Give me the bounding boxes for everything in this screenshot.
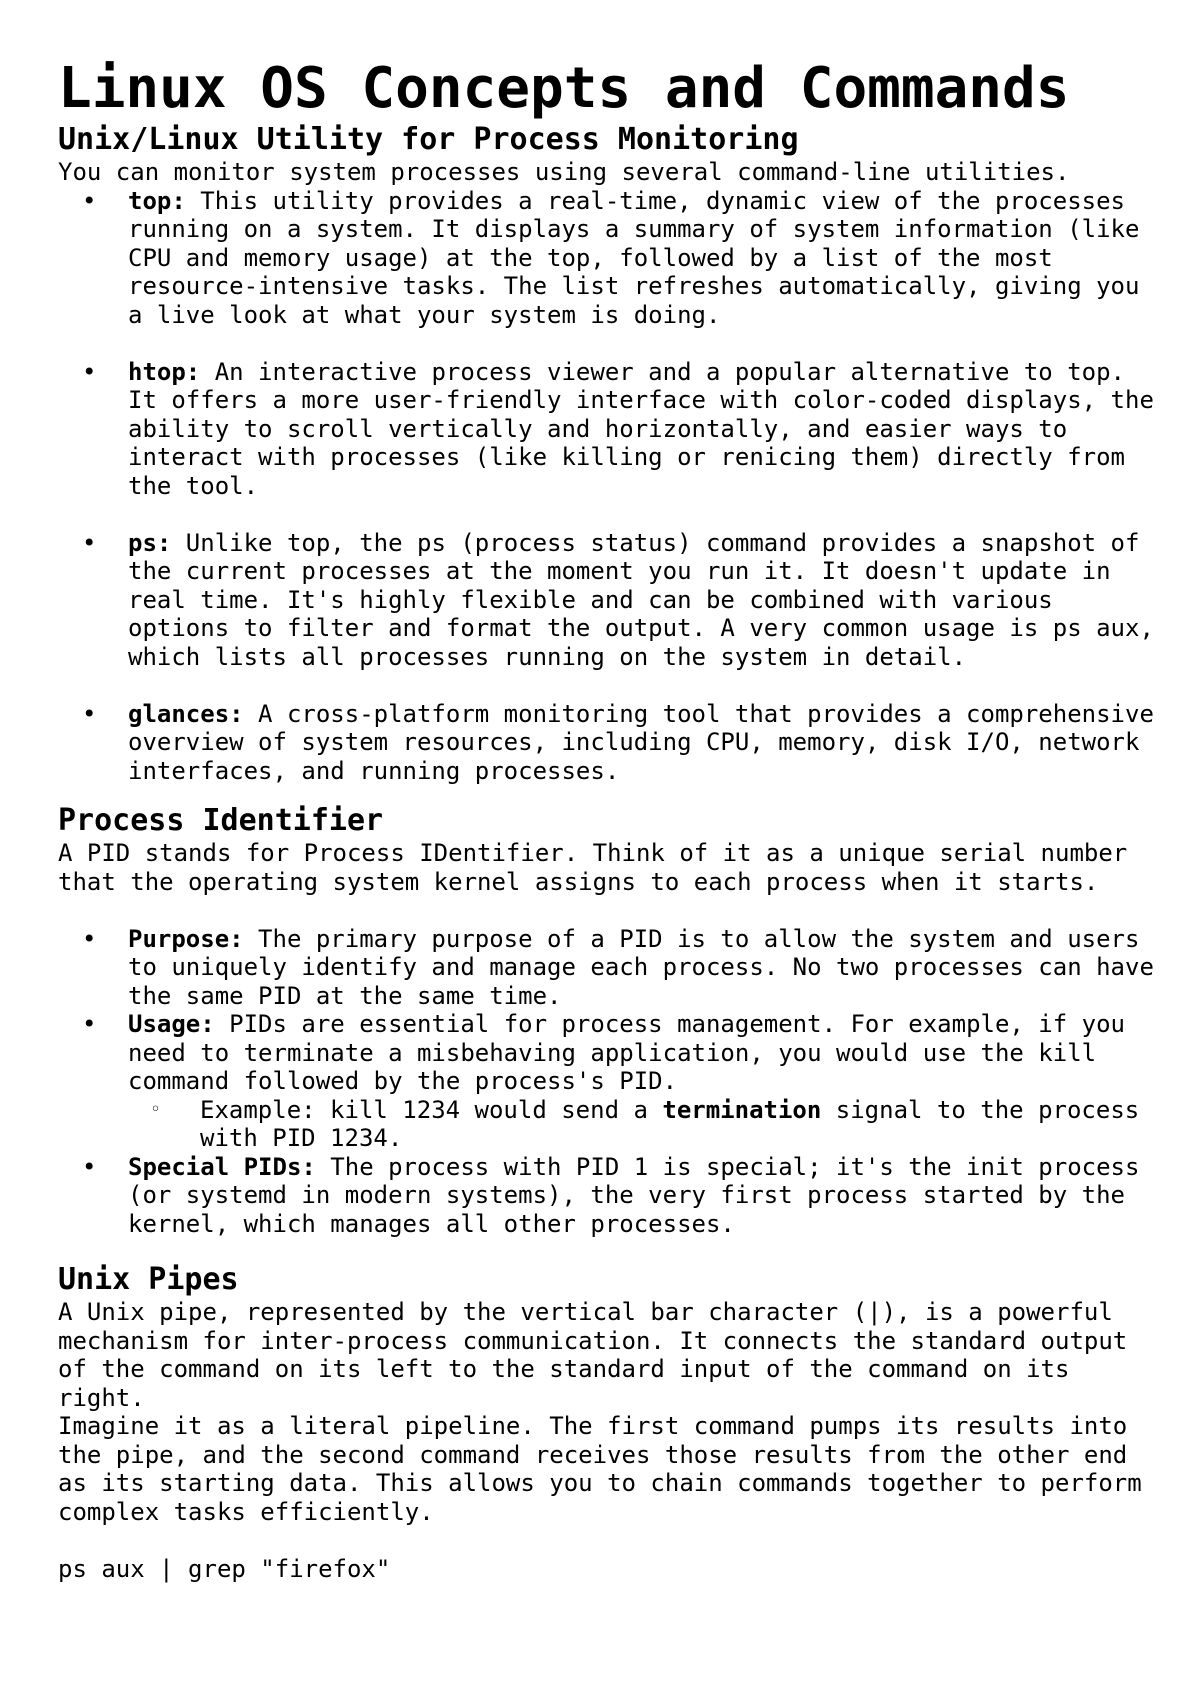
list-item-top [58, 187, 1160, 330]
list-item-glances [58, 700, 1160, 786]
term-description: The process with PID 1 is special; it's the init process (or systemd in modern systems), the very first process started by the kernel, which manages all other processes. [128, 1152, 1140, 1238]
term-description: An interactive process viewer and a popular alternative to top. It offers a more user-friendly interface with color-coded displays, the ability to scroll vertically and horizontally, and easier ways to interact with processes (like killing or renicing them) directly from the tool. [128, 357, 1154, 500]
term-description: This utility provides a real-time, dynamic view of the processes running on a system. It displays a summary of system information (like CPU and memory usage) at the top, followed by a list of the most resource-intensive tasks. The list refreshes automatically, giving you a live look at what your system is doing. [128, 186, 1140, 329]
term-description: A cross-platform monitoring tool that provides a comprehensive overview of system resources, including CPU, memory, disk I/O, network interfaces, and running processes. [128, 699, 1154, 785]
paragraph: Imagine it as a literal pipeline. The first command pumps its results into the pipe, and the second command receives those results from the other end as its starting data. This allows you to chain commands together to perform complex tasks efficiently. [58, 1412, 1142, 1526]
section-heading-process-monitoring: Unix/Linux Utility for Process Monitoring [58, 122, 799, 157]
section-intro: A PID stands for Process IDentifier. Think of it as a unique serial number that the operating system kernel assigns to each process when it starts. [58, 839, 1128, 896]
sub-list-item-example [58, 1096, 1160, 1153]
page-title: Linux OS Concepts and Commands [58, 56, 1070, 121]
code-example [58, 1555, 1160, 1584]
list-spacer [58, 671, 1160, 700]
utility-list [58, 187, 1160, 786]
example-text-bold: termination [662, 1095, 822, 1124]
term-description: PIDs are essential for process management. For example, if you need to terminate a misbehaving application, you would use the kill command followed by the process's PID. [128, 1010, 1126, 1095]
term-label: glances: [128, 699, 244, 728]
list-item-special-pids [58, 1153, 1160, 1239]
term-label: ps: [128, 528, 172, 557]
list-spacer [58, 500, 1160, 529]
term-label: Purpose: [128, 924, 244, 953]
term-description: The primary purpose of a PID is to allow the system and users to uniquely identify and manage each process. No two processes can have the same PID at the same time. [128, 924, 1154, 1010]
paragraph: A Unix pipe, represented by the vertical bar character (|), is a powerful mechanism for inter-process communication. It connects the standard output of the command on its left to the standard input of the command on its right. [58, 1298, 1128, 1412]
example-text-before: Example: kill 1234 would send a [200, 1095, 663, 1124]
code-text: ps aux | grep "firefox" [58, 1554, 391, 1583]
list-item-usage [58, 1010, 1160, 1096]
term-label: Special PIDs: [128, 1152, 316, 1181]
pid-list [58, 925, 1160, 1239]
term-description: Unlike top, the ps (process status) command provides a snapshot of the current processes at the moment you run it. It doesn't update in real time. It's highly flexible and can be combined with various options to filter and format the output. A very common usage is ps aux, which lists all processes running on the system in detail. [128, 528, 1154, 671]
section-heading-unix-pipes: Unix Pipes [58, 1262, 239, 1297]
list-item-ps [58, 529, 1160, 672]
term-label: top: [128, 186, 186, 215]
section-intro: You can monitor system processes using several command-line utilities. [58, 158, 1070, 186]
term-label: htop: [128, 357, 201, 386]
section-heading-process-identifier: Process Identifier [58, 803, 384, 838]
list-item-purpose [58, 925, 1160, 1011]
list-spacer [58, 329, 1160, 358]
example-text-after: signal to the process with PID 1234. [200, 1095, 1140, 1152]
term-label: Usage: [128, 1010, 215, 1038]
list-item-htop [58, 358, 1160, 501]
